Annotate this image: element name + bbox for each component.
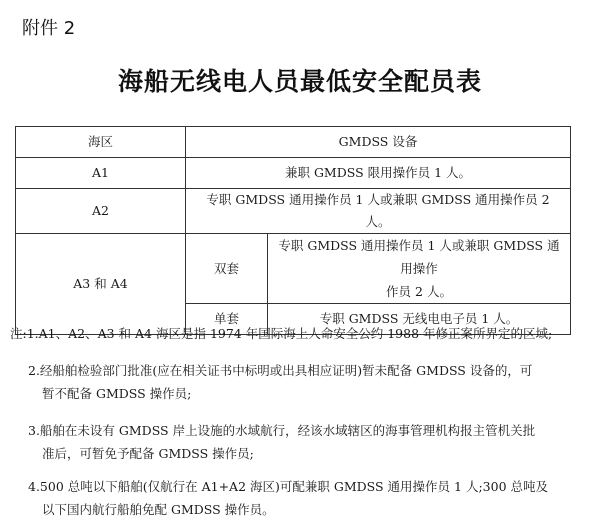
note-4-line1: 4.500 总吨以下船舶(仅航行在 A1+A2 海区)可配兼职 GMDSS 通用操作员 1 人;300 总吨及 <box>28 479 548 494</box>
requirement-a2: 专职 GMDSS 通用操作员 1 人或兼职 GMDSS 通用操作员 2 人。 <box>186 189 571 234</box>
note-2 <box>10 359 590 405</box>
sea-area-a1: A1 <box>16 158 186 189</box>
requirement-double-set <box>268 234 571 304</box>
label-double-set: 双套 <box>186 234 268 304</box>
crew-table <box>15 126 571 335</box>
table-row-a3a4-double <box>16 234 571 304</box>
note-4-line2: 以下国内航行船舶免配 GMDSS 操作员。 <box>42 502 275 517</box>
attachment-label: 附件 2 <box>22 18 76 39</box>
sea-area-a3a4: A3 和 A4 <box>16 234 186 335</box>
note-4 <box>10 475 590 521</box>
label-single-set: 单套 <box>186 304 268 335</box>
note-2-line1: 2.经船舶检验部门批准(应在相关证书中标明或出具相应证明)暂未配备 GMDSS 设备的，可 <box>28 363 533 378</box>
requirement-a1: 兼职 GMDSS 限用操作员 1 人。 <box>186 158 571 189</box>
note-3-line1: 3.船舶在未设有 GMDSS 岸上设施的水域航行，经该水域辖区的海事管理机构报主管机关批 <box>28 423 536 438</box>
note-3-line2: 准后，可暂免予配备 GMDSS 操作员; <box>42 446 254 461</box>
notes-section <box>10 322 590 521</box>
requirement-double-line2: 作员 2 人。 <box>386 284 452 299</box>
requirement-single-set: 专职 GMDSS 无线电电子员 1 人。 <box>268 304 571 335</box>
note-1: 注:1.A1、A2、A3 和 A4 海区是指 1974 年国际海上人命安全公约 1988 年修正案所界定的区域; <box>10 326 553 341</box>
note-2-line2: 暂不配备 GMDSS 操作员; <box>42 386 192 401</box>
table-row-a1 <box>16 158 571 189</box>
table-row-a2 <box>16 189 571 234</box>
sea-area-a2: A2 <box>16 189 186 234</box>
document-title: 海船无线电人员最低安全配员表 <box>117 67 482 96</box>
requirement-double-line1: 专职 GMDSS 通用操作员 1 人或兼职 GMDSS 通用操作 <box>278 238 560 276</box>
header-gmdss-equipment: GMDSS 设备 <box>186 127 571 158</box>
table-header-row <box>16 127 571 158</box>
note-3 <box>10 419 590 465</box>
header-sea-area: 海区 <box>16 127 186 158</box>
